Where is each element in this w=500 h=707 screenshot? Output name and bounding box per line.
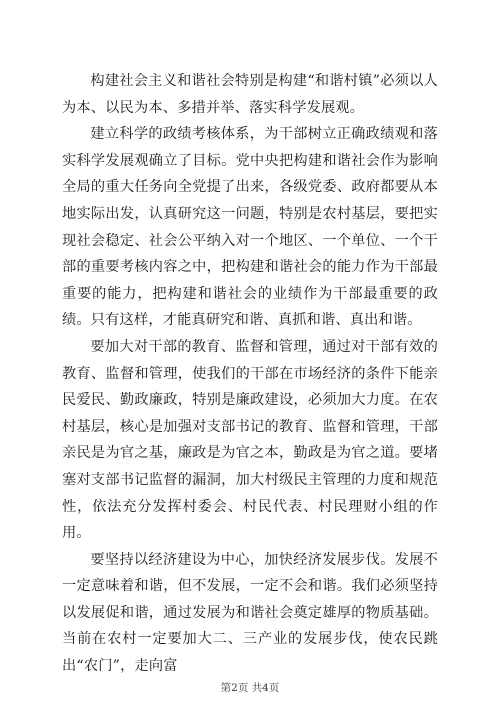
paragraph-economic-development: 要坚持以经济建设为中心，加快经济发展步伐。发展不一定意味着和谐，但不发展，一定不会和谐。我们必须坚持以发展促和谐，通过发展为和谐社会奠定雄厚的物质基础。当前在农村一定要加大二、三产业的发展步伐，使农民跳出“农门”，走向富 <box>62 551 438 675</box>
document-body <box>62 68 438 680</box>
page-number: 第2页 共4页 <box>220 682 280 694</box>
paragraph-cadre-supervision: 要加大对干部的教育、监督和管理，通过对干部有效的教育、监督和管理，使我们的干部在市场经济的条件下能亲民爱民、勤政廉政，特别是廉政建设，必须加大力度。在农村基层，核心是加强对支部书记的教育、监督和管理，干部亲民是为官之基，廉政是为官之本，勤政是为官之道。要堵塞对支部书记监督的漏洞，加大村级民主管理的力度和规范性，依法充分发挥村委会、村民代表、村民理财小组的作用。 <box>62 338 438 542</box>
page-footer <box>0 680 500 695</box>
paragraph-harmonious-villages: 构建社会主义和谐社会特别是构建“和谐村镇”必须以人为本、以民为本、多措并举、落实科学发展观。 <box>62 73 438 116</box>
paragraph-performance-assessment: 建立科学的政绩考核体系，为干部树立正确政绩观和落实科学发展观确立了目标。党中央把构建和谐社会作为影响全局的重大任务向全党提了出来，各级党委、政府都要从本地实际出发，认真研究这一问题，特别是农村基层，要把实现社会稳定、社会公平纳入对一个地区、一个单位、一个干部的重要考核内容之中，把构建和谐社会的能力作为干部最重要的能力，把构建和谐社会的业绩作为干部最重要的政绩。只有这样，才能真研究和谐、真抓和谐、真出和谐。 <box>62 126 438 329</box>
